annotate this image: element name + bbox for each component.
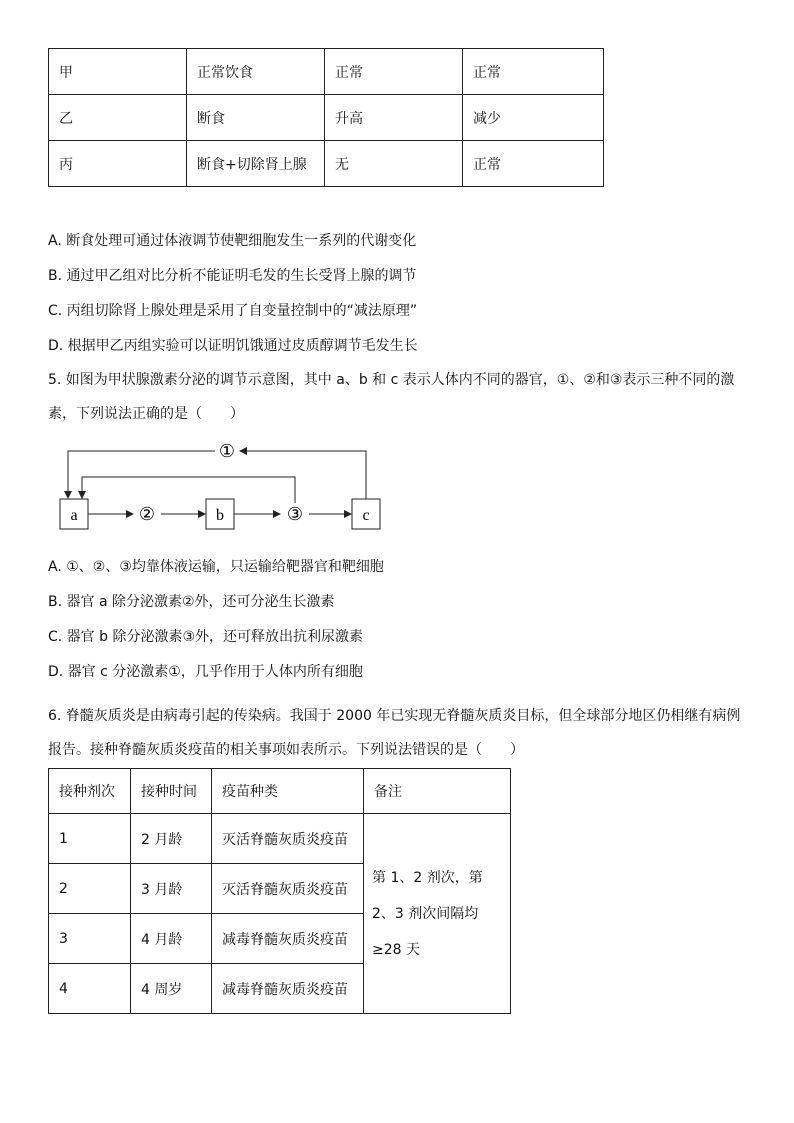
vaccine-table: [48, 768, 511, 1014]
arrow-c-to-hormone1: [240, 451, 366, 499]
table-cell: 断食: [187, 95, 325, 141]
table-cell: 4: [49, 964, 131, 1014]
hormone-1-label: ①: [218, 441, 236, 462]
table-row: [49, 49, 604, 95]
table-cell: 减毒脊髓灰质炎疫苗: [212, 914, 364, 964]
table-cell: 3: [49, 914, 131, 964]
header-cell: 疫苗种类: [212, 769, 364, 814]
table-row: [49, 814, 511, 864]
q5-option-d: D. 器官 c 分泌激素①，几乎作用于人体内所有细胞: [48, 664, 363, 680]
table-cell: 2: [49, 864, 131, 914]
table-header-row: [49, 769, 511, 814]
table-cell: 4 周岁: [131, 964, 212, 1014]
organ-a-label: a: [70, 507, 78, 524]
table-cell: 断食+切除肾上腺: [187, 141, 325, 187]
header-cell: 接种剂次: [49, 769, 131, 814]
table-cell: 正常: [325, 49, 463, 95]
arrow-hormone1-to-a: [68, 451, 215, 498]
table-cell: 减少: [463, 95, 604, 141]
thyroid-regulation-diagram: [55, 437, 395, 537]
table-cell: 无: [325, 141, 463, 187]
table-cell: 1: [49, 814, 131, 864]
table-row: [49, 141, 604, 187]
table-cell: 升高: [325, 95, 463, 141]
q5-option-b: B. 器官 a 除分泌激素②外，还可分泌生长激素: [48, 594, 335, 610]
table-cell: 4 月龄: [131, 914, 212, 964]
q4-option-c: C. 丙组切除肾上腺处理是采用了自变量控制中的“减法原理”: [48, 303, 418, 319]
table-cell: 甲: [49, 49, 187, 95]
experiment-table: [48, 48, 604, 187]
table-cell: 3 月龄: [131, 864, 212, 914]
table-cell: 正常: [463, 49, 604, 95]
q6-stem: 6. 脊髓灰质炎是由病毒引起的传染病。我国于 2000 年已实现无脊髓灰质炎目标，但全球部分地区仍相继有病例报告。接种脊髓灰质炎疫苗的相关事项如表所示。下列说法错误的是（ ）: [48, 708, 741, 758]
hormone-3-label: ③: [286, 504, 304, 525]
q4-option-a: A. 断食处理可通过体液调节使靶细胞发生一系列的代谢变化: [48, 233, 417, 249]
table-cell: 乙: [49, 95, 187, 141]
q4-option-b: B. 通过甲乙组对比分析不能证明毛发的生长受肾上腺的调节: [48, 268, 417, 284]
hormone-2-label: ②: [138, 504, 156, 525]
organ-b-label: b: [216, 507, 224, 524]
q4-option-d: D. 根据甲乙丙组实验可以证明饥饿通过皮质醇调节毛发生长: [48, 338, 418, 354]
table-cell: 丙: [49, 141, 187, 187]
q5-option-c: C. 器官 b 除分泌激素③外，还可释放出抗利尿激素: [48, 629, 364, 645]
organ-c-label: c: [362, 507, 370, 524]
table-cell: 减毒脊髓灰质炎疫苗: [212, 964, 364, 1014]
q5-option-a: A. ①、②、③均靠体液运输，只运输给靶器官和靶细胞: [48, 559, 384, 575]
table-cell: 正常饮食: [187, 49, 325, 95]
table-cell: 灭活脊髓灰质炎疫苗: [212, 864, 364, 914]
header-cell: 接种时间: [131, 769, 212, 814]
table-cell: 2 月龄: [131, 814, 212, 864]
table-row: [49, 95, 604, 141]
table-cell: 灭活脊髓灰质炎疫苗: [212, 814, 364, 864]
q5-stem: 5. 如图为甲状腺激素分泌的调节示意图，其中 a、b 和 c 表示人体内不同的器官，①、②和③表示三种不同的激素，下列说法正确的是（ ）: [48, 372, 735, 422]
note-cell: 第 1、2 剂次，第 2、3 剂次间隔均≥28 天: [364, 814, 511, 1014]
table-cell: 正常: [463, 141, 604, 187]
header-cell: 备注: [364, 769, 511, 814]
feedback-arrow-hormone3-to-a: [82, 477, 295, 503]
